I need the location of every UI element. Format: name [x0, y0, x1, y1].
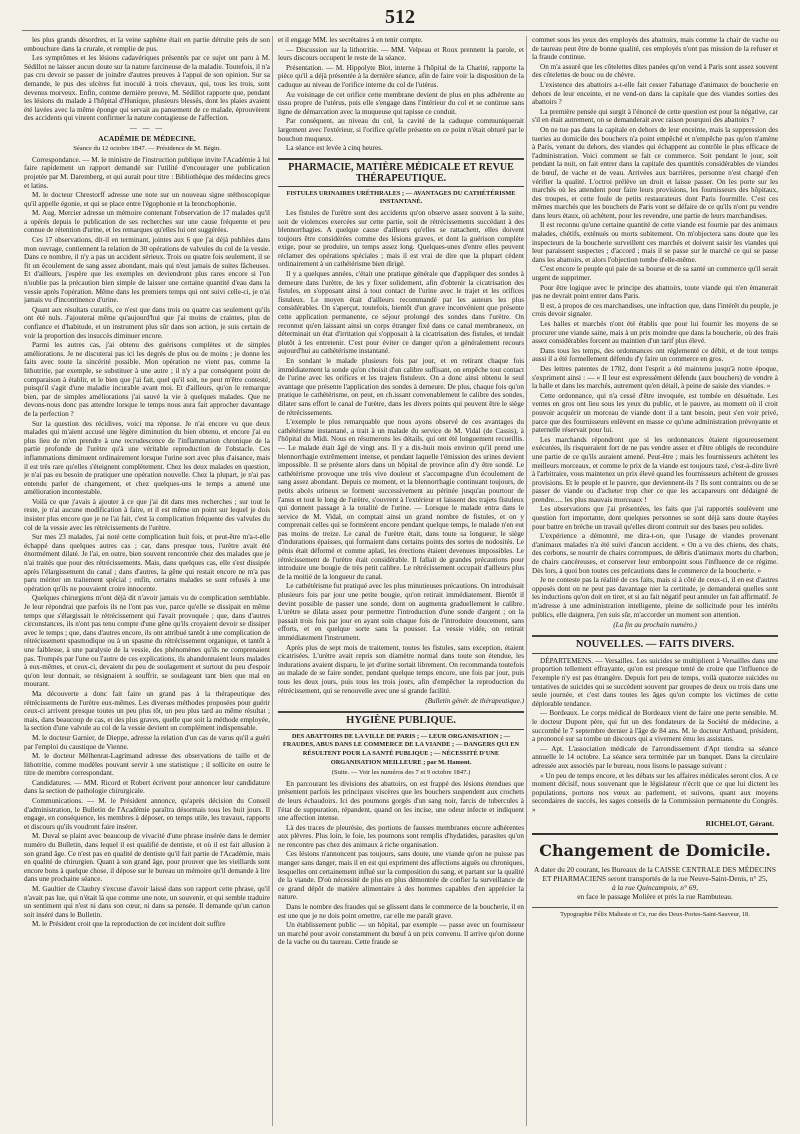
section-subtitle: FISTULES URINAIRES URÉTHRALES ; — AVANTAGES DU CATHÉTÉRISME INSTANTANÉ. [286, 189, 516, 206]
paragraph: Après plus de sept mois de traitement, toutes les fistules, sans exception, étaient cicatrisées. L'urètre avait repris son diamètre normal dans toute son étendue, les indurations avaient disparu, le jet d'urine sortait librement. On recommanda toutefois au malade de se faire sonder, pendant quelque temps encore, une fois par jour, puis tous les deux jours, puis tous les trois jours, afin d'empêcher la reproduction du rétrécissement, qui se renouvelle avec une si grande facilité. [278, 643, 524, 695]
news-item: — Bordeaux. Le corps médical de Bordeaux vient de faire une perte sensible. M. le docteur Dupont père, qui fut un des fondateurs de la Société de médecine, a succombé le 7 septembre dernier à l'âge de 84 ans. M. le docteur Arthaud, président, a prononcé sur sa tombe un discours qui a vivement ému les assistans. [532, 709, 778, 744]
printer-imprint: Typographie Félix Malteste et Ce, rue des Deux-Portes-Saint-Sauveur, 18. [532, 907, 778, 920]
gerant-signature: RICHELOT, Gérant. [705, 819, 774, 829]
paragraph: Présentation. — M. Hippolyte Blot, interne à l'hôpital de la Charité, rapporte la pièce qu'il a déjà présentée à la dernière séance, afin de faire voir la disposition de la caduque au niveau de l'orifice interne du col de l'utérus. [278, 63, 524, 89]
paragraph: Là des traces de pleurésie, des portions de fausses membranes encore adhérentes aux plèvres. Plus loin, le foie, les poumons sont remplis d'hydatides, parasites qu'on ne rencontre pas chez des animaux à riche organisation. [278, 823, 524, 849]
paragraph: Dans le nombre des fraudes qui se glissent dans le commerce de la boucherie, il en est une que je ne dois point omettre, car elle me paraît grave. [278, 903, 524, 920]
paragraph: Ces lésions n'annoncent pas toujours, sans doute, une viande qu'on ne puisse pas manger sans danger, mais il en est qui expriment des affections aiguës ou chroniques, lesquelles ont certainement influé sur la composition du sang, et partant sur la qualité de la viande. D'où nécessité de plus en plus démontrée de confier la surveillance de ce grand dépôt de matière alimentaire à des hommes capables d'en apprécier la nature. [278, 850, 524, 902]
paragraph: et il engage MM. les secrétaires à en tenir compte. [278, 36, 423, 44]
paragraph: M. Aug. Mercier adresse un mémoire contenant l'observation de 17 malades qu'il a opérés depuis le publication de ses recherches sur une cause fréquente et peu connue de rétention d'urine, et les remarques qu'elles lui ont suggérées. [24, 209, 270, 235]
paragraph: commet sous les yeux des employés des abattoirs, mais comme la chair de vache ou de taureau peut être de bonne qualité, ces employés n'ont pas mission de la refuser et la fraude continue. [532, 36, 778, 62]
paragraph: Quelques chirurgiens m'ont déjà dit n'avoir jamais vu de complication semblable. Je leur répondrai que parfois ils ne l'ont pas vue, parce qu'elle se dissipait en même temps que s'élargissait le rétrécissement qui l'avait provoquée ; que, dans d'autres circonstances, ils n'ont pas tenu compte d'une gêne qu'ils croyaient devoir se dissiper avec le temps ; que, dans d'autres encore, ils ont attribué tantôt à une complication de rétrécissement spasmodique ou à un spasme du rétrécissement organique, et tantôt à une faiblesse, à une paralysie de la vessie, des phénomènes qu'ils ne comprenaient pas. Trompés par l'une ou l'autre de ces explications, ils abandonnaient leurs malades à eux-mêmes, et ceux-ci, devaient du peu de soulagement et surtout du peu d'espoir qu'on leur donnait, se résignaient à souffrir, se soulageant tant bien que mal en mourant. [24, 594, 270, 689]
paragraph: Candidatures. — MM. Ricord et Robert écrivent pour annoncer leur candidature dans la section de pathologie chirurgicale. [24, 778, 270, 796]
paragraph: Parmi les autres cas, j'ai obtenu des guérisons complètes et de simples améliorations. Je ne discuterai pas ici les degrés de plus ou de moins ; je donne les faits avec toute la sincérité possible. Mon opération ne vient pas, comme la lithotritie, par exemple, se substituer à une autre ; il n'y a par conséquent point de comparaison à établir, et le bien que j'ai fait, quel qu'il soit, ne peut m'être contesté, puisqu'il s'agit d'une maladie incurable avant moi. Et d'ailleurs, qu'on le remarque bien, par de simples améliorations j'ai sauvé la vie à quelques malades. Que ne devons-nous donc pas attendre lorsque le temps nous aura fait approcher davantage de la perfection ? [24, 341, 270, 418]
column-1 [24, 36, 270, 1128]
paragraph: Ma découverte a donc fait faire un grand pas à la thérapeutique des rétrécissements de l'urètre eux-mêmes. Les diverses méthodes proposées pour guérir ceux-ci arrivent presque toutes un peu plus tôt, un peu plus tard au même résultat ; mais, dans beaucoup de cas, et des plus graves, quelle que soit la méthode employée, la section d'une valvule au col de la vessie devient un complément indispensable. [24, 689, 270, 733]
section-subtitle: DES ABATTOIRS DE LA VILLE DE PARIS ; — LEUR ORGANISATION ; — FRAUDES, ABUS DANS LE COMMERCE DE LA VIANDE ; — DANGERS QUI EN RÉSULTENT POUR LA SANTÉ PUBLIQUE ; — NÉCESSITÉ D'UNE ORGANISATION MEILLEURE ; par M. Hamont. [282, 732, 520, 766]
section-title-pharmacie: PHARMACIE, MATIÈRE MÉDICALE ET REVUE THÉRAPEUTIQUE. [278, 158, 524, 187]
separator: — — — [129, 123, 165, 132]
paragraph: Les symptômes et les lésions cadavériques présentés par ce sujet ont paru à M. Sédillot ne laisser aucun doute sur la nature farcineuse de la maladie. Toutefois, il n'a pas cru devoir se passer de joindre d'autres preuves à l'appui de son opinion. Sur sa demande, le pus des ulcères fut inoculé à trois chevaux, qui, tous les trois, sont devenus morveux. Enfin, comme dernière preuve, M. Sédillot rapporte que, pendant les lésions du malade à l'hôpital d'Hunique, plusieurs blessés, dont les plaies avaient été lavées avec la même éponge qui servait au pansement de ce malade, éprouvèrent des accidents qui vinrent confirmer la nature contagieuse de l'affection. [24, 54, 270, 123]
news-item: DÉPARTEMENS. — Versailles. Les suicides se multiplient à Versailles dans une proportion tellement effrayante, qu'on est presque tenté de croire que l'influence de l'exemple n'y est pas étrangère. Depuis fort peu de temps, voilà quatorze suicides ou tentatives de suicides qui se succèdent souvent par groupes de deux ou trois dans une seule journée, et c'est dans toutes les âges qu'on compte les victimes de cette déplorable tendance. [532, 656, 778, 708]
paragraph: L'exemple le plus remarquable que nous ayons observé de ces avantages du cathétérisme instantané, a trait à un malade du service de M. Vidal (de Cassis), à l'hôpital du Midi. Nous en résumerons les détails, qui ont été longuement recueillis. — Le malade était âgé de vingt ans. Il y a dix-huit mois environ qu'il prend une blennorrhagie extrêmement intense, et pendant laquelle l'émission des urines devient impossible. Il se présente alors dans un hôpital de province afin d'y être sondé. Le cathétérisme provoque une très vive douleur et s'accompagne d'un écoulement de sang assez abondant. Depuis ce moment, et la blennorrhagie continuant toujours, de petits abcès urineux se forment successivement au périnée jusqu'au pourtour de l'anus et tout le long de l'urètre, s'ouvrent à l'extérieur et laissent des trajets fistuleux qui donnent passage à la totalité de l'urine. — Lorsque le malade entra dans le service de M. Vidal, on comptait ainsi un grand nombre de fistules, et on y comprenait celles qui se formèrent encore pendant quelque temps, le malade n'en eut pas moins de treize. Le canal de l'urètre était, dans toute sa longueur, le siège d'indurations épaisses, qui formaient dans certains points des sortes de nodosités. Le pénis était déformé et comme aplati, les érections étaient devenues impossibles. Le rétrécissement de l'urètre était considérable. Il fallait de grandes précautions pour introduire une bougie de très petit calibre. Le rétrécissement occupait d'ailleurs plus de la moitié de la longueur du canal. [278, 418, 524, 581]
paragraph: Ces 17 observations, dit-il en terminant, jointes aux 6 que j'ai déjà publiées dans mon ouvrage, contiennent la relation de 30 opérations de valvules du col de la vessie. Dans ce nombre, il n'y a pas un accident sérieux. Trois ou quatre fois seulement, il se fit un écoulement de sang assez abondant, mais qui n'eut jamais de suites fâcheuses. Et d'ailleurs, j'espère que les exemples en deviendront plus rares encore si l'on n'oublie pas la précaution bien simple de laisser une certaine quantité d'eau dans la vessie après l'opération. Même dans les premiers temps qui ont suivi celle-ci, je n'ai jamais vu d'incontinence d'urine. [24, 236, 270, 305]
column-divider [526, 36, 527, 1126]
paragraph: La première pensée qui surgit à l'énoncé de cette question est pour la négative, car s'il en était autrement, on se demanderait avec raison pourquoi des abattoirs ? [532, 107, 778, 125]
announcement-text: en face le passage Molière et près la rue Rambuteau. [577, 892, 733, 902]
paragraph: On m'a assuré que les côtelettes dites panées qu'on vend à Paris sont assez souvent des côtelettes de bouc ou de chèvre. [532, 62, 778, 80]
suite-note: (Suite. — Voir les numéros des 7 et 9 octobre 1847.) [331, 769, 471, 777]
paragraph: — Discussion sur la lithotritie. — MM. Velpeau et Roux prennent la parole, et leurs discours occupent le reste de la séance. [278, 45, 524, 63]
paragraph: C'est encore le peuple qui paie de sa bourse et de sa santé un commerce qu'il serait urgent de supprimer. [532, 265, 778, 283]
paragraph: La séance est levée à cinq heures. [286, 144, 383, 153]
announcement-text: A dater du 20 courant, les Bureaux de la CAISSE CENTRALE DES MÉDECINS ET PHARMACIENS seront transportés de la rue Neuve-Saint-Denis, n° 25, [533, 865, 776, 884]
paragraph: Par conséquent, au niveau du col, la cavité de la caduque communiquerait largement avec l'extérieur, si l'orifice qu'elle présente en ce point n'était obturé par le bouchon muqueux. [278, 117, 524, 143]
column-2 [278, 36, 524, 1128]
paragraph: M. Gaultier de Claubry s'excuse d'avoir laissé dans son rapport cette phrase, qu'il n'avait pas lue, qui n'était là que comme une note, un souvenir, et qui semble traduire un sentiment qui n'est ni dans son cœur, ni dans sa pensée. Il demande qu'un carton soit inséré dans le Bulletin. [24, 885, 270, 919]
paragraph: Les halles et marchés n'ont été établis que pour lui fournir les moyens de se procurer une viande saine, mais à un prix moindre que dans la boucherie, où des frais assez considérables forcent au maintien d'un tarif plus élevé. [532, 320, 778, 346]
continuation-note: (La fin au prochain numéro.) [613, 621, 697, 630]
source-citation: (Bulletin génér. de thérapeutique.) [425, 697, 524, 706]
announcement-address: à la rue Quincampoix, n° 69, [611, 883, 699, 893]
paragraph: Un établissement public — un hôpital, par exemple — passe avec un fournisseur un marché pour avoir constamment du bœuf à un prix convenu. Il arrive qu'on donne de la vache ou du taureau. Cette fraude se [278, 921, 524, 947]
paragraph: Des lettres patentes de 1782, dont l'esprit a été maintenu jusqu'à notre époque, s'expriment ainsi : — « Il leur est expressément défendu (aux bouchers) de vendre à la halle et dans les marchés, autrement qu'en détail, à peine de saisie des viandes. » [532, 364, 778, 391]
paragraph: En parcourant les divisions des abattoirs, on est frappé des lésions étendues que présentent parfois les principaux viscères que les bouchers suspendent aux crochets de leurs échaudoirs. Ici des poumons gorgés d'un sang noir, farcis de tubercules à l'état de suppuration, répandent, quand on les incise, une odeur infecte et indiquent une affection intense. [278, 779, 524, 823]
paragraph: On ne tue pas dans la capitale en dehors de leur enceinte, mais la suppression des tueries au domicile des bouchers n'a point empêché et n'empêche pas qu'on n'amène à Paris, venant du dehors, des viandes qui échappent au contrôle le plus efficace de l'administration. Voici comment se fait ce commerce. Soit pendant le jour, soit pendant la nuit, on fait entrer dans la capitale des quantités considérables de viandes de bœuf, de vache et de veau. Arrivées aux barrières, personne n'est chargé d'en vérifier la qualité. L'octroi prélève un droit et laisse passer. On les porte sur les marchés où les attendent pour faire leurs provisions, les fournisseurs des hôpitaux, des troupes, et cette foule de petits restaurateurs dont Paris fourmille. C'est ces mêmes marchés que les bouchers de Paris vont se défaire de ce qu'ils n'ont pu vendre dans leurs étaux, où achètent, pour les revendre, une partie de leurs marchandises. [532, 125, 778, 220]
paragraph: M. le docteur Chrestorff adresse une note sur un nouveau signe stéthoscopique qu'il appelle égonie, et qui se place entre l'égophonie et la bronchophonie. [24, 191, 270, 208]
paragraph: Il y a quelques années, c'était une pratique générale que d'appliquer des sondes à demeure dans l'urètre, de les y fixer solidement, afin d'obtenir la cicatrisation des fistules, en s'opposant ainsi à tout contact de l'urine avec le trajet et les orifices fistuleux. Le moyen était d'ailleurs recommandé par les auteurs les plus considérables. On s'aperçut, toutefois, bientôt d'un grave inconvénient que présente cette application permanente, ce séjour prolongé des sondes dans l'urètre. On reconnut qu'en laissant ainsi un corps étranger fixé dans ce canal membraneux, on déterminait un état d'irritation qui s'opposait à la cicatrisation des fistules, et tendait plutôt à les entretenir. C'est pour éviter ce danger qu'on a généralement recours aujourd'hui au cathétérisme instantané. [278, 270, 524, 356]
paragraph: Cette ordonnance, qui n'a cessé d'être invoquée, est tombée en désuétude. Les ventes en gros ont lieu sous les yeux du public, et le pauvre, au moment où il croit pouvoir acquérir un morceau de viande dont il a tant besoin, peut s'en voir privé, parce que des fournisseurs enlèvent en masse ce qu'une administration prévoyante et paternelle réservait pour lui. [532, 391, 778, 435]
paragraph: Sur la question des récidives, voici ma réponse. Je n'ai encore vu que deux malades qui m'aient accusé une légère diminution du bien obtenu, et encore j'ai eu plus lieu de m'en prendre à une recrudescence de l'inflammation chronique de la partie profonde de l'urètre qu'à une véritable reproduction de l'obstacle. Ces inflammations diminuent ordinairement lorsque l'urine sort avec plus d'aisance, mais il est très rare qu'elles s'éteignent complètement. Chez les deux malades en question, je n'ai pas eu besoin de pratiquer une opération nouvelle. Chez la plupart, je n'ai pas entendu parler de changement, et chez quelques-uns le temps a amené une amélioration incontestable. [24, 419, 270, 497]
column-3 [532, 36, 778, 1128]
paragraph: M. Duval se plaint avec beaucoup de vivacité d'une phrase insérée dans le dernier numéro du Bulletin, dans lequel il est qualifié de dentiste, et où il est fait allusion à son grand âge. Ce n'est pas en qualité de dentiste qu'il fait partie de l'Académie, mais en qualité de chirurgien. Quant à son grand âge, pour prouver que les vieillards sont encore bons à quelque chose, il dépose sur le bureau un mémoire qu'il demande à lire dans une prochaine séance. [24, 832, 270, 884]
paragraph: Au voisinage de cet orifice cette membrane devient de plus en plus adhérente au tissu propre de l'utérus, puis elle s'engage dans l'intérieur du col et se continue sans ligne de démarcation avec la muqueuse qui tapisse ce conduit. [278, 90, 524, 116]
paragraph: Il est reconnu qu'une certaine quantité de cette viande est fournie par des animaux malades, chétifs, exténués ou morts subitement. On m'objectera sans doute que les inspecteurs de la boucherie surveillent ces marchés et doivent saisir les viandes qui leur paraissent suspectes ; d'accord ; mais il se passe sur le marché ce qui se passe dans les abattoirs, et alors l'objection tombe d'elle-même. [532, 221, 778, 264]
paragraph: Correspondance. — M. le ministre de l'instruction publique invite l'Académie à lui faire rapidement un rapport demandé sur l'utilité d'encourager une publication projetée par M. Daremberg, et qui aurait pour titre : Bibliothèque des médecins grecs et latins. [24, 155, 270, 190]
announcement-title: Changement de Domicile. [539, 841, 771, 861]
announcement-box [532, 833, 778, 901]
paragraph: Communications. — M. le Président annonce, qu'après décision du Conseil d'administration, le Bulletin de l'Académie paraîtra désormais tous les huit jours. Il engage, en conséquence, les membres à déposer, en temps utile, les travaux, rapports et discours qu'ils voudront faire insérer. [24, 797, 270, 831]
paragraph: Je ne conteste pas la réalité de ces faits, mais si à côté de ceux-ci, il en est d'autres opposés dont on ne peut pas davantage nier la certitude, je demanderai quelles sont les inductions qu'on doit en tirer, et si au fait négatif peut annuler un fait affirmatif. Je m'adresse à une administration intelligente, pleine de sollicitude pour les intérêts publics, elle daignera, j'en suis sûr, m'accorder un moment son attention. [532, 576, 778, 619]
paragraph: L'expérience a démontré, me dira-t-on, que l'usage de viandes provenant d'animaux malades n'a été suivi d'aucun accident. « On a vu des chiens, des chats, des corbons, se nourrir de chairs corrompues, de débris d'animaux morts du charbon, de chairs cancéreuses, et conserver leur embonpoint sous l'influence de ce régime. Dès lors, à quoi bon toutes ces précautions dans le commerce de la boucherie. » [532, 532, 778, 575]
paragraph: Les observations que j'ai présentées, les faits que j'ai rapportés soulèvent une question fort importante, dont quelques personnes se sont déjà sans doute étayées pour battre en brèche un travail qu'elles diront contruit sur des bases peu solides. [532, 505, 778, 531]
paragraph: Quant aux résultats curatifs, ce n'est que dans trois ou quatre cas seulement qu'ils ont été nuls. J'ajouterai même qu'aujourd'hui que j'ai moins de craintes, plus de confiance et d'habitude, et un instrument plus sûr dans son action, je suis certain de voir la proportion des insuccès diminuer encore. [24, 305, 270, 340]
column-divider [272, 36, 273, 1126]
paragraph: les plus grands désordres, et la veine saphène était en partie détruite près de son embouchure dans la crurale, et remplie de pus. [24, 36, 270, 53]
news-item: — Apt. L'association médicale de l'arrondissement d'Apt tiendra sa séance annuelle le 14 octobre. La séance sera terminée par un banquet. Dans la circulaire adressée aux associés par le bureau, nous lisons le passage suivant : [532, 744, 778, 770]
section-title-hygiene: HYGIÈNE PUBLIQUE. [278, 711, 524, 730]
paragraph: Les marchands répondront que si les ordonnances étaient rigoureusement exécutées, ils risqueraient fort de ne pas vendre assez et d'être obligés de reconduire une partie de ce qu'ils auraient amené. Peut-être ; mais les fournisseurs achètent les meilleurs morceaux, et comme le prix de la viande est toujours taxé, c'est-à-dire livré à l'arbitraire, vous maintenez un prix élevé quand les fournisseurs achètent de grosses provisions. Et le peuple et le pauvre, que deviennent-ils ? Ils sont contraints ou de se passer de viande ou d'acheter trop cher ce que les accapareurs ont dédaigné de prendre..... les plus mauvais morceaux ! [532, 435, 778, 504]
paragraph: Les fistules de l'urètre sont des accidents qu'on observe assez souvent à la suite, soit de violences exercées sur cette partie, soit de rétrécissements succédant à des blennorrhagies. A quelque cause d'ailleurs qu'elles se rattachent, elles doivent toujours être considérées comme des lésions graves, et dont la guérison complète exige, pour se produire, un temps assez long. Quelques-unes d'entre elles peuvent réclamer des opérations spéciales ; mais il est vrai de dire que la plupart cèdent ordinairement à un cathétérisme bien dirigé. [278, 208, 524, 269]
paragraph: M. le docteur Mélhenrat-Lagrimand adresse des observations de taille et de lithotritie, comme modèles pouvant servir à une statistique ; il sollicite en outre le titre de membre correspondant. [24, 752, 270, 778]
paragraph: Le cathétérisme fut pratiqué avec les plus minutieuses précautions. On introduisait plusieurs fois par jour une petite bougie, qu'on retirait immédiatement. Bientôt il devint possible de passer une sonde, dont on augmenta graduellement le calibre. L'urètre se dilata assez pour permettre l'introduction d'une sonde d'argent ; on la passait trois fois par jour en ayant soin chaque fois de l'introduire doucement, sans efforts, et en quelque sorte sans la pousser. La vessie vidée, on retirait immédiatement l'instrument. [278, 582, 524, 642]
paragraph: Pour être logique avec le principe des abattoirs, toute viande qui n'en émanerait pas ne devrait point entrer dans Paris. [532, 283, 778, 301]
paragraph: Sur mes 23 malades, j'ai noté cette complication huit fois, et peut-être m'a-t-elle échappé dans quelques autres cas ; car, dans presque tous, l'urètre avait été énormément dilaté. Je l'ai, en outre, bien souvent rencontrée chez des malades que je n'ai traités que pour des rétrécissements. Mais, dans quelques cas, elle s'est dissipée après l'élargissement du canal ; dans d'autres, la gêne qui restait encore ne m'a pas paru mériter un traitement spécial ; enfin, certains malades se sont refusés à une opération qu'ils ne pouvaient croire innocente. [24, 533, 270, 593]
session-line: Séance du 12 octobre 1847. — Présidence de M. Bégin. [73, 145, 221, 153]
page-number: 512 [385, 6, 415, 28]
news-item: « Un peu de temps encore, et les débats sur les affaires médicales seront clos. A ce moment décisif, nous souvenant que le législateur n'écrit que ce que lui dictent les populations, portons nos vœux au parlement, et suivons, quant aux moyens secondaires de succès, les sages conseils de la Commission permanente du Congrès. » [532, 771, 778, 814]
paragraph: M. le docteur Garnier, de Dieppe, adresse la relation d'un cas de varus qu'il a guéri par l'emploi du caustique de Vienne. [24, 733, 270, 751]
paragraph: En sondant le malade plusieurs fois par jour, et en retirant chaque fois immédiatement la sonde qu'on choisit d'un calibre suffisant, on empêche tout contact de l'urine avec les orifices et les trajets fistuleux. On a donc ainsi obtenu le seul avantage que présente l'application des sondes à demeure. De plus, chaque fois qu'on pratique le cathétérisme, on peut, en ch.issant convenablement le calibre des sondes, dilater sans effort le canal de l'urètre, dans les divers points qui peuvent être le siège de rétrécissements. [278, 357, 524, 417]
paragraph: L'existence des abattoirs a-t-elle fait cesser l'abattage d'animaux de boucherie en dehors de leur enceinte, et ne vend-on dans la capitale que des viandes sorties des abattoirs ? [532, 80, 778, 107]
paragraph: Dans tous les temps, des ordonnances ont réglementé ce débit, et de tout temps aussi il a été formellement défendu d'y faire un commerce en gros. [532, 346, 778, 364]
top-rule [22, 30, 780, 31]
paragraph: Voilà ce que j'avais à ajouter à ce que j'ai dit dans mes recherches ; sur tout le reste, je n'ai aucune modification à faire, et il est même un point sur lequel je dois insister plus encore que je ne l'ai fait, c'est la complication fréquente des valvules du col de la vessie avec les rétrécissements de l'urètre. [24, 497, 270, 532]
section-title-academie: ACADÉMIE DE MÉDECINE. [98, 133, 196, 143]
paragraph: M. le Président croit que la reproduction de cet incident doit suffire [32, 920, 226, 929]
paragraph: Il est, à propos de ces marchandises, une infraction que, dans l'intérêt du peuple, je crois devoir signaler. [532, 301, 778, 319]
section-title-nouvelles: NOUVELLES. — FAITS DIVERS. [532, 635, 778, 654]
